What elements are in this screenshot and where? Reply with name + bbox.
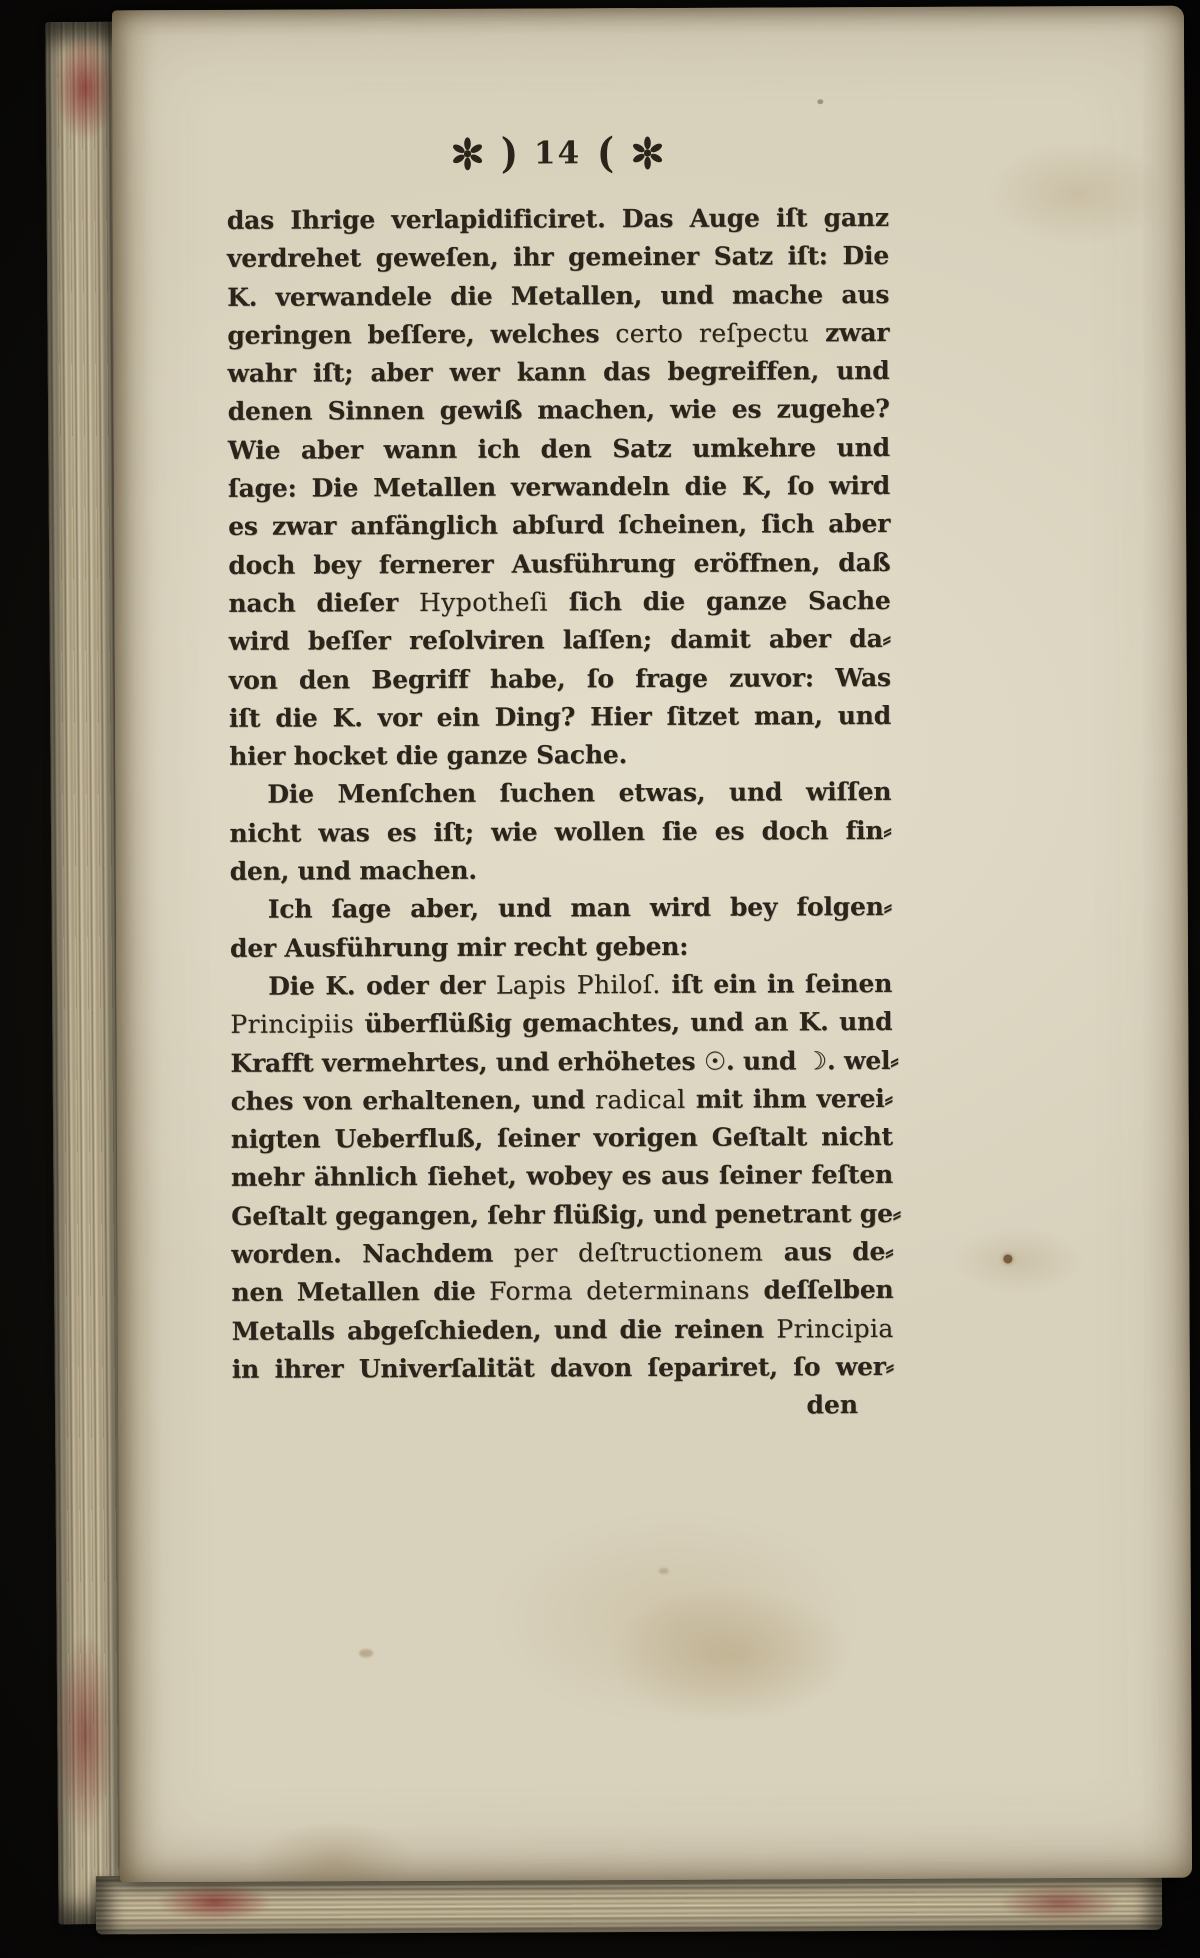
text-line — [228, 582, 890, 623]
fraktur-text: ſage: Die Metallen verwandeln die K, ſo wird — [227, 471, 891, 503]
text-line — [230, 888, 892, 929]
text-line — [229, 620, 891, 661]
fraktur-text: ches von erhaltenen, und — [230, 1085, 596, 1116]
fraktur-text: geringen beſſere, welches — [227, 319, 616, 350]
fraktur-text: von den Begriff habe, ſo frage zuvor: Was — [228, 662, 891, 695]
text-line — [229, 697, 891, 738]
text-line — [230, 1041, 899, 1082]
text-line — [227, 352, 889, 393]
text-line — [229, 735, 891, 776]
fraktur-text: denen Sinnen gewiß machen, wie es zugehe? — [227, 394, 890, 427]
antiqua-text: Principiis — [230, 1009, 355, 1040]
text-line — [232, 1310, 894, 1351]
text-line — [227, 276, 889, 317]
fraktur-text: hier hocket die ganze Sache. — [229, 740, 628, 771]
antiqua-text: Hypotheſi — [418, 587, 548, 617]
fraktur-text: Ich ſage aber, und man wird bey folgen⸗ — [267, 892, 892, 925]
text-line — [228, 544, 890, 585]
fraktur-text: nigten Ueberfluß, ſeiner vorigen Geſtalt nicht — [230, 1122, 893, 1154]
text-line — [231, 1271, 893, 1312]
fraktur-text: iſt die K. vor ein Ding? Hier ſitzet man, und — [228, 700, 892, 733]
text-line — [228, 390, 890, 431]
header-open-bracket: ) — [500, 129, 519, 178]
paper-speck — [659, 1568, 669, 1574]
book-page — [112, 6, 1192, 1883]
text-line — [230, 965, 892, 1006]
text-line — [231, 1118, 893, 1159]
text-line — [230, 1003, 892, 1044]
antiqua-text: Principia — [776, 1313, 894, 1344]
text-line — [228, 467, 890, 508]
antiqua-text: radical — [595, 1084, 686, 1115]
fraktur-text: zwar — [809, 317, 890, 348]
fraktur-text: ſich die ganze Sache — [547, 585, 891, 617]
page-header — [226, 129, 888, 178]
fraktur-text: in ihrer Univerſalität davon ſepariret, ſo wer⸗ — [231, 1351, 894, 1384]
text-line — [229, 773, 891, 814]
text-line — [231, 1080, 893, 1121]
fraktur-text: Krafft vermehrtes, und erhöhetes ☉. und ☽. wel⸗ — [230, 1045, 899, 1078]
page-number: 14 — [533, 135, 582, 172]
text-block — [226, 129, 901, 1427]
fraktur-text: Die Menſchen ſuchen etwas, und wiſſen — [267, 777, 892, 810]
text-line — [227, 314, 889, 355]
fraktur-text: nicht was es iſt; wie wollen ſie es doch fin⸗ — [229, 815, 892, 848]
fraktur-text: worden. Nachdem — [231, 1238, 514, 1269]
paper-speck — [817, 99, 823, 104]
fraktur-text: der Ausführung mir recht geben: — [229, 931, 689, 963]
fraktur-text: Wie aber wann ich den Satz umkehre und — [227, 432, 890, 465]
fraktur-text: wahr iſt; aber wer kann das begreiffen, und — [227, 356, 890, 389]
fraktur-text: wird beſſer reſolviren laſſen; damit aber da⸗ — [228, 624, 891, 657]
text-lines — [226, 199, 901, 1389]
header-close-bracket: ( — [597, 129, 615, 178]
floral-ornament-icon — [451, 137, 485, 171]
floral-ornament-icon — [630, 136, 664, 170]
fraktur-text: deſſelben — [749, 1275, 894, 1305]
fraktur-text: Metalls abgeſchieden, und die reinen — [231, 1314, 777, 1346]
text-line — [228, 505, 890, 546]
text-line — [228, 429, 890, 470]
fraktur-text: nen Metallen die — [231, 1277, 490, 1308]
catchword: den — [806, 1390, 859, 1420]
fraktur-text: nach dieſer — [228, 587, 420, 618]
antiqua-text: Lapis Philoſ. — [495, 969, 661, 1000]
text-line — [231, 1233, 893, 1274]
text-line — [231, 1195, 901, 1236]
paper-speck — [1003, 1254, 1012, 1263]
text-line — [230, 927, 892, 968]
paper-speck — [359, 1649, 373, 1657]
antiqua-text: Forma determinans — [489, 1275, 750, 1307]
fraktur-text: mehr ähnlich ſiehet, wobey es aus ſeiner feſten — [230, 1160, 894, 1193]
antiqua-text: certo reſpectu — [615, 318, 810, 349]
text-line — [231, 1156, 893, 1197]
text-line — [232, 1348, 894, 1389]
fraktur-text: iſt ein in ſeinen — [660, 968, 893, 999]
text-line — [229, 812, 891, 853]
fraktur-text: überflüßig gemachtes, und an K. und — [353, 1007, 893, 1039]
fraktur-text: den, und machen. — [229, 855, 477, 886]
fraktur-text: aus de⸗ — [763, 1236, 894, 1267]
fraktur-text: verdrehet geweſen, ihr gemeiner Satz iſt: Die — [226, 241, 890, 274]
fraktur-text: Die K. oder der — [268, 970, 496, 1001]
fraktur-text: es zwar anfänglich abſurd ſcheinen, ſich aber — [228, 509, 891, 542]
fraktur-text: Geſtalt gegangen, ſehr flüßig, und penetrant ge⸗ — [231, 1198, 901, 1231]
fraktur-text: doch bey fernerer Ausführung eröffnen, daß — [228, 547, 891, 580]
antiqua-text: per deſtructionem — [513, 1237, 764, 1268]
text-line — [229, 659, 891, 700]
fraktur-text: mit ihm verei⸗ — [685, 1083, 893, 1114]
fraktur-text: K. verwandele die Metallen, und mache aus — [227, 279, 890, 312]
fraktur-text: das Ihrige verlapidificiret. Das Auge iſt ganz — [226, 202, 889, 235]
text-line — [230, 850, 892, 891]
text-line — [227, 237, 889, 278]
text-line — [227, 199, 889, 240]
